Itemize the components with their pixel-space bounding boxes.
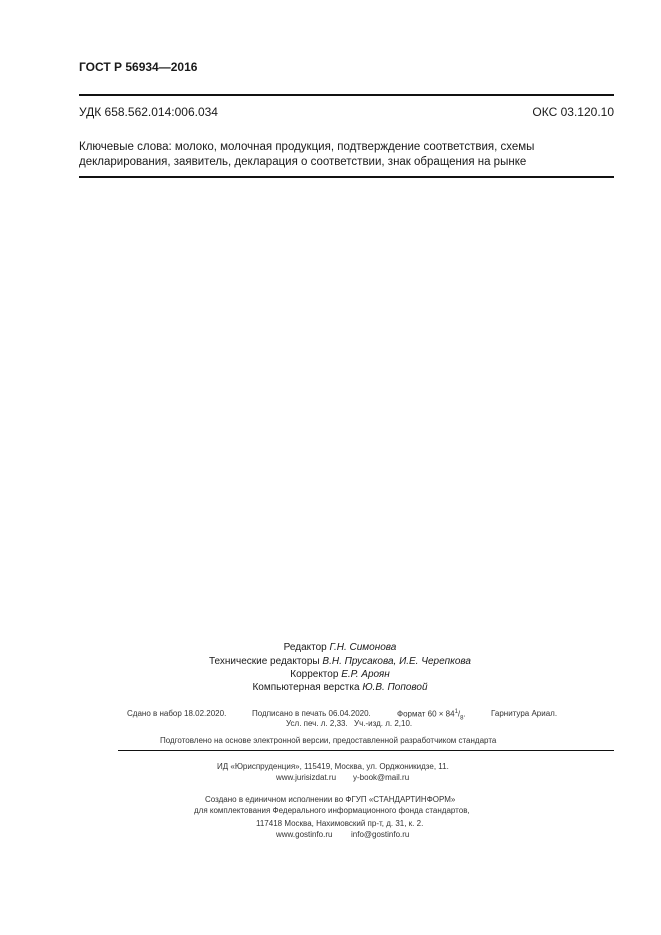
format-prefix: Формат 60 × 84 bbox=[397, 709, 455, 719]
submitted-date: Сдано в набор 18.02.2020. bbox=[127, 709, 227, 718]
layout-role: Компьютерная верстка bbox=[252, 682, 360, 693]
keywords-label: Ключевые слова: bbox=[79, 141, 172, 153]
keywords-text: молоко, молочная продукция, подтверждение соответствия, схемы декларирования, заявитель, декларация о соответствии, знак обращения на рынке bbox=[79, 141, 535, 168]
top-rule bbox=[79, 94, 614, 96]
keywords bbox=[79, 140, 619, 170]
layout-line bbox=[140, 681, 540, 694]
publisher-email: y-book@mail.ru bbox=[353, 773, 410, 782]
publisher-line: ИД «Юриспруденция», 115419, Москва, ул. Орджоникидзе, 11. bbox=[217, 762, 449, 771]
gostinfo-email: info@gostinfo.ru bbox=[351, 830, 410, 839]
font-info: Гарнитура Ариал. bbox=[491, 709, 558, 718]
layout-name: Ю.В. Поповой bbox=[362, 682, 428, 693]
corrector-name: Е.Р. Ароян bbox=[341, 669, 390, 680]
format: Формат $60 \times 84^1/_8$. bbox=[397, 709, 466, 722]
address: 117418 Москва, Нахимовский пр-т, д. 31, к. 2. bbox=[256, 819, 424, 828]
tech-names: В.Н. Прусакова, И.Е. Черепкова bbox=[322, 656, 471, 667]
corrector-line bbox=[140, 668, 540, 681]
standard-number: ГОСТ Р 56934—2016 bbox=[79, 60, 198, 74]
signed-date: Подписано в печать 06.04.2020. bbox=[252, 709, 371, 718]
editor-line bbox=[140, 641, 540, 654]
created-line-1: Создано в единичном исполнении во ФГУП «СТАНДАРТИНФОРМ» bbox=[205, 795, 456, 804]
editor-name: Г.Н. Симонова bbox=[329, 642, 397, 653]
print-sheets: Усл. печ. л. 2,33. bbox=[286, 719, 348, 728]
pub-sheets: Уч.-изд. л. 2,10. bbox=[354, 719, 413, 728]
editor-role: Редактор bbox=[283, 642, 327, 653]
prepared-note: Подготовлено на основе электронной версии, предоставленной разработчиком стандарта bbox=[160, 736, 497, 745]
gostinfo-site: www.gostinfo.ru bbox=[276, 830, 333, 839]
tech-role: Технические редакторы bbox=[208, 656, 320, 667]
created-line-2: для комплектования Федерального информационного фонда стандартов, bbox=[194, 806, 470, 815]
imprint-rule bbox=[118, 750, 614, 751]
corrector-role: Корректор bbox=[290, 669, 339, 680]
format-num: 1 bbox=[454, 709, 458, 715]
tech-editors-line bbox=[140, 655, 540, 668]
format-den: 8 bbox=[460, 715, 464, 722]
udk-code: УДК 658.562.014:006.034 bbox=[79, 105, 218, 119]
keywords-rule bbox=[79, 176, 614, 178]
publisher-site: www.jurisizdat.ru bbox=[276, 773, 337, 782]
oks-code: ОКС 03.120.10 bbox=[532, 105, 614, 119]
